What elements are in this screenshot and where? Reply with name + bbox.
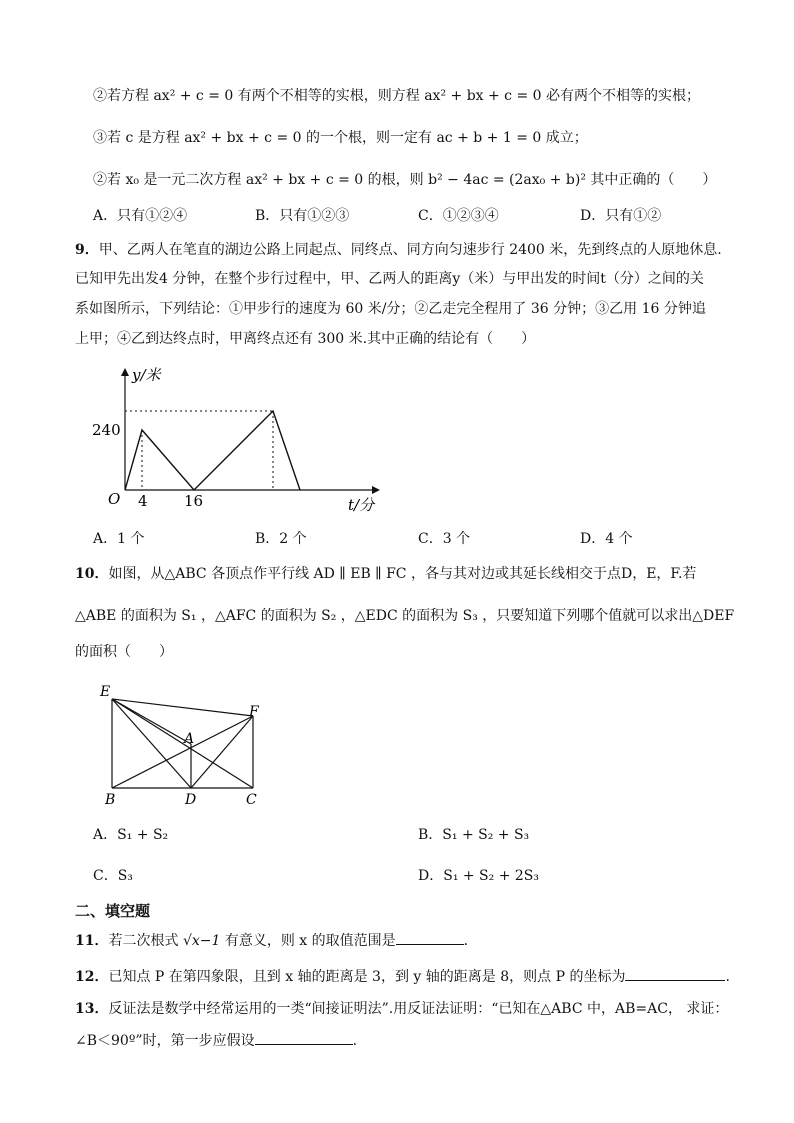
q9-graph bbox=[90, 360, 390, 520]
q11-line bbox=[75, 930, 478, 950]
y-tick-240: 240 bbox=[92, 421, 121, 439]
q9-line-1 bbox=[75, 241, 722, 259]
q9-option-a[interactable]: A．1 个 bbox=[93, 531, 145, 547]
y-axis-arrow bbox=[121, 368, 129, 376]
point-d-label: D bbox=[185, 792, 197, 808]
q8-option-d[interactable]: D．只有①② bbox=[580, 208, 662, 224]
q10-option-d[interactable]: D．S₁ + S₂ + 2S₃ bbox=[418, 868, 540, 884]
q8-statement-3: ③若 c 是方程 ax² + bx + c = 0 的一个根，则一定有 ac + b + 1 = 0 成立； bbox=[93, 130, 588, 146]
line-ec bbox=[112, 699, 253, 788]
q11-text-after: 有意义，则 x 的取值范围是 bbox=[220, 933, 396, 949]
q13-number: 13． bbox=[75, 1001, 109, 1017]
x-axis-label: t/分 bbox=[348, 496, 375, 514]
section-title-fill-in: 二、填空题 bbox=[75, 902, 151, 920]
q11-radical: √x−1 bbox=[182, 933, 221, 949]
q11-answer-blank[interactable] bbox=[396, 930, 464, 945]
q8-option-c[interactable]: C．①②③④ bbox=[418, 208, 499, 224]
q12-end: . bbox=[725, 969, 730, 985]
q9-text-1: 甲、乙两人在笔直的湖边公路上同起点、同终点、同方向匀速步行 2400 米，先到终点的人原地休息. bbox=[98, 242, 722, 258]
q13-text-1: 反证法是数学中经常运用的一类“间接证明法”.用反证法证明：“已知在△ABC 中，AB=AC， 求证： bbox=[108, 1001, 729, 1017]
q13-line-2 bbox=[75, 1030, 357, 1050]
q11-end: ． bbox=[463, 933, 478, 949]
q12-line bbox=[75, 966, 730, 986]
q11-number: 11． bbox=[75, 933, 109, 949]
q13-text-2: ∠B＜90º”时，第一步应假设 bbox=[75, 1033, 255, 1049]
point-f-label: F bbox=[249, 704, 259, 720]
q10-option-a[interactable]: A．S₁ + S₂ bbox=[93, 827, 169, 843]
line-ea bbox=[112, 699, 191, 744]
q10-option-c[interactable]: C．S₃ bbox=[93, 868, 133, 884]
y-axis-label: y/米 bbox=[132, 366, 161, 384]
x-tick-16: 16 bbox=[184, 492, 204, 510]
q8-option-b[interactable]: B．只有①②③ bbox=[255, 208, 350, 224]
x-tick-4: 4 bbox=[138, 492, 148, 510]
q9-line-3: 系如图所示，下列结论：①甲步行的速度为 60 米/分；②乙走完全程用了 36 分钟；③乙用 16 分钟追 bbox=[75, 301, 706, 317]
q8-statement-4: ②若 x₀ 是一元二次方程 ax² + bx + c = 0 的根，则 b² − 4ac = (2ax₀ + b)² 其中正确的（ ） bbox=[93, 172, 717, 188]
point-a-label: A bbox=[184, 731, 195, 747]
q10-figure bbox=[95, 680, 275, 810]
origin-label: O bbox=[108, 490, 121, 508]
q10-number: 10． bbox=[75, 566, 109, 582]
q9-line-2: 已知甲先出发4 分钟，在整个步行过程中，甲、乙两人的距离y（米）与甲出发的时间t（分）之间的关 bbox=[75, 271, 704, 287]
point-c-label: C bbox=[246, 792, 257, 808]
distance-line bbox=[125, 411, 300, 490]
q9-option-b[interactable]: B．2 个 bbox=[255, 531, 307, 547]
q9-line-4: 上甲；④乙到达终点时，甲离终点还有 300 米.其中正确的结论有（ ） bbox=[75, 331, 536, 347]
line-ed bbox=[112, 699, 191, 788]
q10-line-1 bbox=[75, 565, 696, 583]
q12-number: 12． bbox=[75, 969, 109, 985]
q9-option-c[interactable]: C．3 个 bbox=[418, 531, 471, 547]
q13-end: . bbox=[352, 1033, 358, 1049]
q8-statement-2: ②若方程 ax² + c = 0 有两个不相等的实根，则方程 ax² + bx + c = 0 必有两个不相等的实根； bbox=[93, 88, 701, 104]
q10-line-2: △ABE 的面积为 S₁ ，△AFC 的面积为 S₂ ，△EDC 的面积为 S₃ ，只要知道下列哪个值就可以求出△DEF bbox=[75, 608, 735, 624]
q10-option-b[interactable]: B．S₁ + S₂ + S₃ bbox=[418, 827, 530, 843]
point-b-label: B bbox=[105, 792, 116, 808]
edge-ef bbox=[112, 699, 253, 716]
q10-text-1: 如图，从△ABC 各顶点作平行线 AD ∥ EB ∥ FC ，各与其对边或其延长线相交于点D，E，F.若 bbox=[108, 566, 697, 582]
q8-option-a[interactable]: A．只有①②④ bbox=[93, 208, 188, 224]
x-axis-arrow bbox=[372, 486, 380, 494]
q13-answer-blank[interactable] bbox=[255, 1030, 353, 1045]
point-e-label: E bbox=[100, 684, 111, 700]
q11-text-before: 若二次根式 bbox=[108, 933, 183, 949]
q12-answer-blank[interactable] bbox=[625, 966, 725, 981]
q9-number: 9． bbox=[75, 242, 99, 258]
line-bf bbox=[112, 716, 253, 788]
q9-option-d[interactable]: D．4 个 bbox=[580, 531, 633, 547]
q12-text: 已知点 P 在第四象限，且到 x 轴的距离是 3，到 y 轴的距离是 8，则点 P 的坐标为 bbox=[108, 969, 626, 985]
line-df bbox=[191, 716, 253, 788]
q10-line-3: 的面积（ ） bbox=[75, 644, 173, 660]
q13-line-1 bbox=[75, 1000, 728, 1018]
